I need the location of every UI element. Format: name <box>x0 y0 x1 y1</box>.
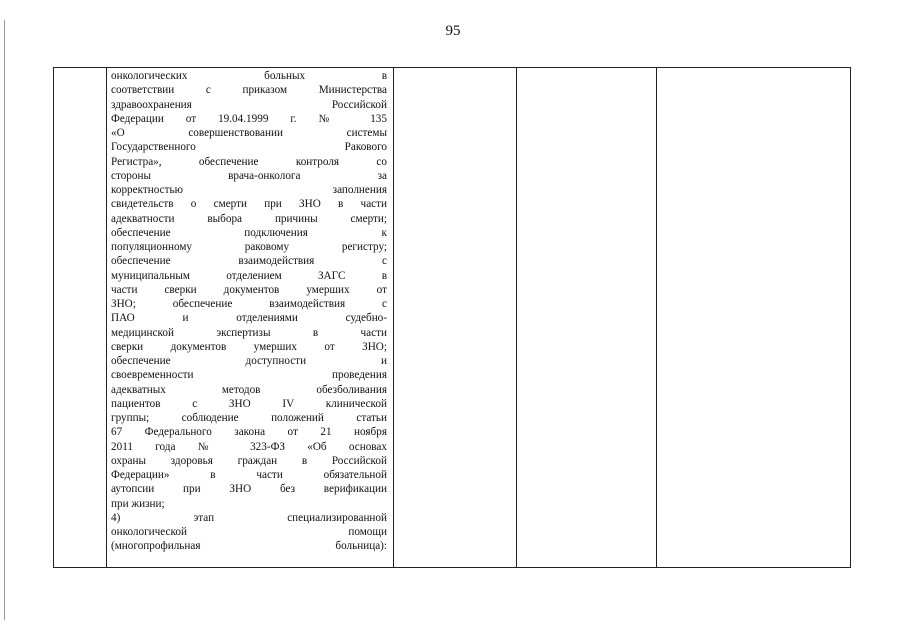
text-line: здравоохранения Российской <box>111 98 387 111</box>
text-line: ЗНО; обеспечение взаимодействия с <box>111 298 387 310</box>
text-line: обеспечение подключения к <box>111 226 387 239</box>
table-column-empty-2 <box>517 68 657 567</box>
text-line: медицинской экспертизы в части <box>111 326 387 339</box>
text-line: свидетельств о смерти при ЗНО в части <box>111 198 387 211</box>
text-line: ПАО и отделениями судебно- <box>111 312 387 325</box>
text-line: 4) этап специализированной <box>111 511 387 524</box>
text-line: группы; соблюдение положений статьи <box>111 412 387 424</box>
text-line: стороны врача-онколога за <box>111 169 387 182</box>
document-table <box>53 67 851 568</box>
text-line: 67 Федерального закона от 21 ноября <box>111 426 387 439</box>
text-line: своевременности проведения <box>111 369 387 382</box>
scan-edge-line <box>4 20 5 620</box>
text-line: пациентов с ЗНО IV клинической <box>111 397 387 410</box>
text-line: муниципальным отделением ЗАГС в <box>111 269 387 282</box>
table-column-empty-3 <box>657 68 851 567</box>
text-line: обеспечение взаимодействия с <box>111 255 387 268</box>
table-column-number <box>54 68 107 567</box>
text-line: адекватных методов обезболивания <box>111 383 387 396</box>
text-line: соответствии с приказом Министерства <box>111 84 387 97</box>
text-line: охраны здоровья граждан в Российской <box>111 454 387 467</box>
text-line: онкологических больных в <box>111 70 387 82</box>
text-line: Федерации от 19.04.1999 г. № 135 <box>111 112 387 125</box>
text-line: популяционному раковому регистру; <box>111 241 387 253</box>
text-line: обеспечение доступности и <box>111 355 387 367</box>
text-line: Регистра», обеспечение контроля со <box>111 155 387 168</box>
text-line: при жизни; <box>111 497 165 510</box>
text-line: Государственного Ракового <box>111 141 387 154</box>
text-line: корректностью заполнения <box>111 184 387 196</box>
text-line: онкологической помощи <box>111 526 387 538</box>
text-line: (многопрофильная больница): <box>111 540 387 553</box>
text-line: «О совершенствовании системы <box>111 127 387 139</box>
text-line: сверки документов умерших от ЗНО; <box>111 340 387 353</box>
text-line: адекватности выбора причины смерти; <box>111 212 387 225</box>
text-line: аутопсии при ЗНО без верификации <box>111 483 387 496</box>
text-line: части сверки документов умерших от <box>111 283 387 296</box>
text-line: Федерации» в части обязательной <box>111 469 387 481</box>
table-column-empty-1 <box>394 68 517 567</box>
text-line: 2011 года № 323-ФЗ «Об основах <box>111 440 387 453</box>
page-number: 95 <box>445 23 461 39</box>
table-cell-text <box>111 69 387 554</box>
